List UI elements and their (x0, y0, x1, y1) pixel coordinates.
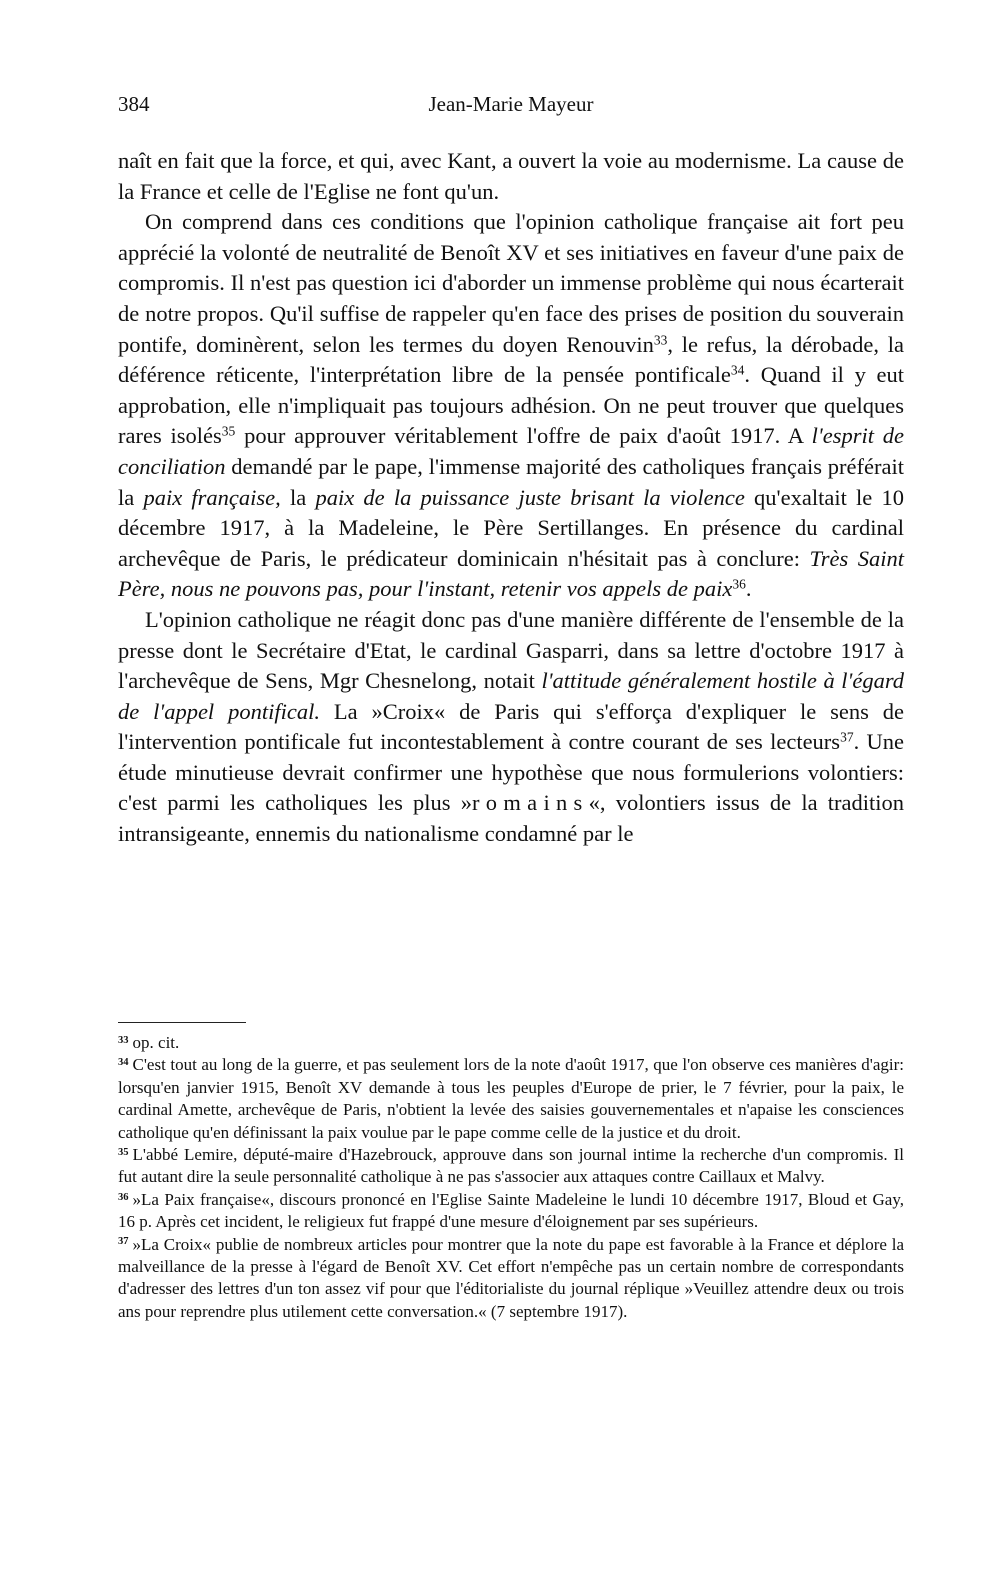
footnote-text: op. cit. (132, 1033, 180, 1052)
text-run: demandé par le pape, l'immense majorité des catholiques français préférait la (118, 453, 904, 510)
italic-phrase: paix française, (143, 484, 281, 510)
footnote-number: 35 (118, 1146, 129, 1158)
paragraph (118, 605, 904, 850)
footnotes (118, 1032, 904, 1323)
footnote (118, 1189, 904, 1234)
text-run: la (280, 484, 316, 510)
page-number: 384 (118, 92, 150, 116)
footnote (118, 1234, 904, 1324)
footnote-text: L'abbé Lemire, député-maire d'Hazebrouck, approuve dans son journal intime la recherche d'un compromis. Il fut autant dire la seule personnalité catholique à ne pas s'associer aux attaques contre Caillaux et Malvy. (118, 1145, 904, 1187)
italic-phrase: paix de la puissance juste brisant la violence (315, 484, 745, 510)
text-run: La »Croix« de Paris qui s'efforça d'expliquer le sens de l'intervention pontificale fut incontestablement à contre courant de ses lecteurs (118, 698, 904, 755)
footnote-separator (118, 1022, 246, 1023)
footnote-text: C'est tout au long de la guerre, et pas seulement lors de la note d'août 1917, que l'on observe ces manières d'agir: lorsqu'en janvier 1915, Benoît XV demande à tous les peuples d'Europe de prier, le 7 février, pour la paix, le cardinal Amette, archevêque de Paris, n'obtient la levée des saisies gouvernementales et n'apaise les consciences catholique qu'en définissant la paix voulue par le pape comme celle de la justice et du droit. (118, 1055, 904, 1142)
italic-phrase: l'esprit de conciliation (118, 423, 905, 479)
footnote (118, 1144, 904, 1189)
footnote-number: 34 (118, 1057, 129, 1069)
text-run: , le refus, la dérobade, la déférence réticente, l'interprétation libre de la pensée pontificale (118, 331, 904, 388)
text-run: On comprend dans ces conditions que l'opinion catholique française ait fort peu apprécié la volonté de neutralité de Benoît XV et ses initiatives en faveur d'une paix de compromis. Il n'est pas question ici d'aborder un immense problème qui nous écarterait de notre propos. Qu'il suffise de rappeler qu'en face des prises de position du souverain pontife, dominèrent, selon les termes du doyen Renouvin (118, 209, 904, 357)
footnote-text: »La Paix française«, discours prononcé en l'Eglise Sainte Madeleine le lundi 10 décembre 1917, Bloud et Gay, 16 p. Après cet incident, le religieux fut frappé d'une mesure d'éloignement par ses supérieurs. (118, 1189, 904, 1232)
footnote-ref: 36 (732, 576, 746, 592)
text-run: . Une étude minutieuse devrait confirmer une hypothèse que nous formulerions volontiers: c'est parmi les catholiques les plus » (118, 729, 904, 816)
paragraph-continuation (118, 146, 904, 207)
text-run: pour approuver véritablement l'offre de paix d'août 1917. A (235, 423, 812, 449)
paragraph-text: naît en fait que la force, et qui, avec Kant, a ouvert la voie au modernisme. La cause de la France et celle de l'Eglise ne font qu'un. (118, 148, 904, 204)
footnote-number: 36 (118, 1191, 129, 1203)
text-run: «, volontiers issus de la tradition intransigeante, ennemis du nationalisme condamné par le (118, 790, 905, 847)
running-head: Jean-Marie Mayeur (428, 92, 594, 116)
body-text (118, 146, 904, 850)
footnote (118, 1032, 904, 1054)
footnote-ref: 33 (653, 332, 668, 348)
footnote-text: »La Croix« publie de nombreux articles pour montrer que la note du pape est favorable à la France et déplore la malveillance de la presse à l'égard de Benoît XV. Cet effort n'empêche pas un certain nombre de correspondants d'adresser des lettres d'un ton assez vif pour que l'éditorialiste du journal réplique »Veuillez attendre deux ou trois ans pour reprendre plus utilement cette conversation.« (7 septembre 1917). (118, 1234, 904, 1321)
italic-quote: Très Saint Père, nous ne pouvons pas, pour l'instant, retenir vos appels de paix (118, 545, 904, 602)
letterspaced-word: romains (472, 790, 589, 816)
italic-quote: l'attitude généralement hostile à l'égard de l'appel pontifical. (118, 668, 905, 724)
footnote (118, 1054, 904, 1144)
text-run: qu'exaltait le 10 décembre 1917, à la Madeleine, le Père Sertillanges. En présence du cardinal archevêque de Paris, le prédicateur dominicain n'hésitait pas à conclure: (118, 484, 904, 571)
text-run: . Quand il y eut approbation, elle n'impliquait pas toujours adhésion. On ne peut trouver que quelques rares isolés (118, 362, 904, 449)
text-run: L'opinion catholique ne réagit donc pas d'une manière différente de l'ensemble de la presse dont le Secrétaire d'Etat, le cardinal Gasparri, dans sa lettre d'octobre 1917 à l'archevêque de Sens, Mgr Chesnelong, notait (118, 606, 904, 694)
footnote-number: 33 (118, 1034, 129, 1046)
footnote-number: 37 (118, 1236, 129, 1248)
paragraph (118, 207, 904, 605)
page-header (118, 92, 904, 118)
footnote-ref: 35 (221, 423, 236, 439)
text-run: . (745, 576, 752, 602)
footnote-ref: 34 (730, 362, 745, 378)
footnote-ref: 37 (840, 729, 854, 745)
